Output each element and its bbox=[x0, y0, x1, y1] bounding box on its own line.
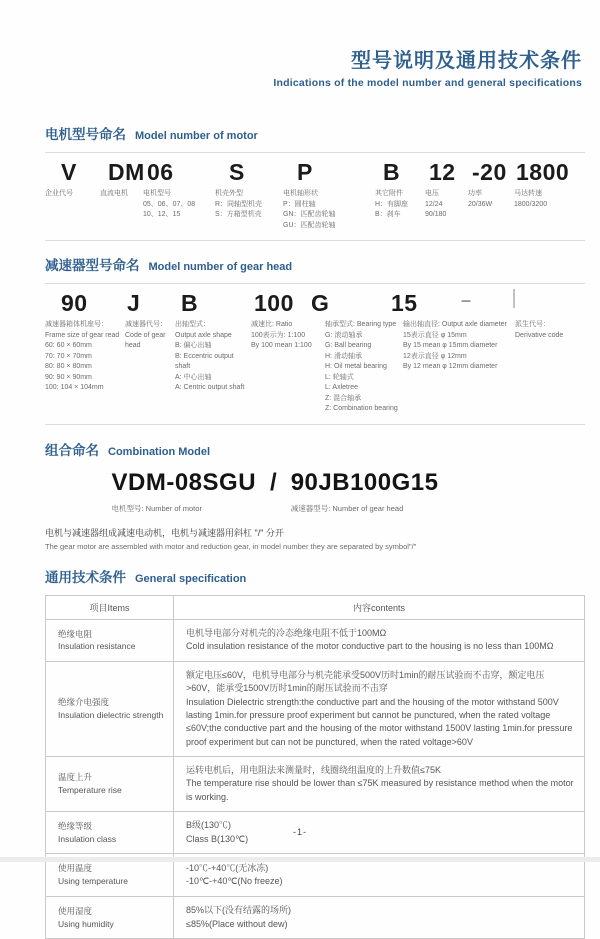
page-title-en: Indications of the model number and general specifications bbox=[0, 77, 582, 89]
gear-desc-bearing: 轴承型式: Bearing type G: 滚动轴承 G: Ball bearing H: 滑动轴承 H: Oil metal bearing L: 轮轴式 L: Axletree Z: 混合轴承 Z: Combination bearing bbox=[325, 320, 403, 415]
footer-band bbox=[0, 857, 600, 862]
motor-code-company: V bbox=[61, 159, 77, 185]
gear-desc-type: 减速器代号： Code of gear head bbox=[125, 320, 175, 352]
motor-code-power: -20 bbox=[472, 159, 507, 185]
combination-motor-model: VDM-08SGU bbox=[112, 469, 257, 497]
gear-code-frame: 90 bbox=[61, 290, 88, 316]
divider bbox=[45, 424, 585, 425]
gear-code-ratio: 100 bbox=[254, 290, 294, 316]
gear-code-diameter: 15 bbox=[391, 290, 418, 316]
gear-heading-en: Model number of gear head bbox=[149, 261, 293, 273]
combination-motor-caption: 电机型号: Number of motor bbox=[112, 503, 257, 514]
combination-note-en: The gear motor are assembled with motor and reduction gear, in model number they are separated by symbol"/" bbox=[45, 542, 600, 551]
spec-content-using-humidity: 85%以下(没有结露的场所) ≤85%(Place without dew) bbox=[174, 896, 585, 939]
combination-motor-part bbox=[112, 469, 257, 514]
table-row bbox=[46, 619, 585, 662]
combination-gear-part bbox=[291, 469, 439, 514]
motor-desc-shaft: 电机轴形状 P：圆柱轴 GN：匹配齿轮轴 GU：匹配齿轮轴 bbox=[283, 189, 375, 231]
gear-section-heading bbox=[0, 254, 600, 274]
motor-desc-accessory: 其它附件 H：有脚座 B：刹车 bbox=[375, 189, 425, 221]
gear-code-dash: – bbox=[461, 290, 471, 310]
gear-code-type: J bbox=[127, 290, 140, 316]
motor-code-shaft: P bbox=[297, 159, 313, 185]
spec-col-contents: 内容contents bbox=[174, 595, 585, 619]
motor-desc-company: 企业代号 bbox=[45, 189, 100, 200]
motor-desc-speed: 马达转速 1800/3200 bbox=[514, 189, 551, 210]
motor-desc-power: 功率 20/36W bbox=[468, 189, 514, 210]
motor-heading-en: Model number of motor bbox=[135, 130, 258, 142]
combination-section-heading bbox=[0, 439, 600, 459]
combination-heading-cn: 组合命名 bbox=[45, 439, 99, 459]
spec-item-using-temperature: 使用温度 Using temperature bbox=[46, 854, 174, 897]
spec-item-insulation-resistance: 绝缘电阻 Insulation resistance bbox=[46, 619, 174, 662]
spec-table bbox=[45, 595, 585, 939]
combination-model-block bbox=[55, 469, 495, 514]
motor-desc-voltage: 电压 12/24 90/180 bbox=[425, 189, 468, 221]
spec-header-row bbox=[46, 595, 585, 619]
gear-desc-derivative: 派生代号： Derivative code bbox=[515, 320, 567, 341]
spec-item-insulation-class: 绝缘等级 Insulation class bbox=[46, 811, 174, 854]
gear-heading-cn: 减速器型号命名 bbox=[45, 254, 140, 274]
table-row bbox=[46, 662, 585, 757]
motor-heading-cn: 电机型号命名 bbox=[45, 123, 126, 143]
spec-col-items: 项目Items bbox=[46, 595, 174, 619]
combination-notes bbox=[0, 526, 600, 551]
motor-code-voltage: 12 bbox=[429, 159, 456, 185]
spec-item-using-humidity: 使用湿度 Using humidity bbox=[46, 896, 174, 939]
combination-note-cn: 电机与减速器组成减速电动机，电机与减速器用斜杠 "/" 分开 bbox=[45, 526, 600, 539]
spec-item-temperature-rise: 温度上升 Temperature rise bbox=[46, 756, 174, 811]
gear-code-bearing: G bbox=[311, 290, 329, 316]
gear-code-row bbox=[0, 290, 600, 317]
spec-item-dielectric-strength: 绝缘介电强度 Insulation dielectric strength bbox=[46, 662, 174, 757]
motor-section-heading bbox=[0, 123, 600, 143]
page-header bbox=[0, 44, 600, 89]
combination-separator: / bbox=[270, 469, 277, 497]
divider bbox=[45, 240, 585, 241]
gear-desc-frame: 减速器箱体机座号： Frame size of gear read 60: 60 × 60mm 70: 70 × 70mm 80: 80 × 80mm 90: 90 × 90mm 100: 104 × 104mm bbox=[45, 320, 125, 394]
motor-desc-row bbox=[0, 189, 600, 231]
gear-code-axle-shape: B bbox=[181, 290, 198, 316]
spec-content-dielectric-strength: 额定电压≤60V，电机导电部分与机壳能承受500V历时1min的耐压试验而不击穿，额定电压>60V，能承受1500V历时1min的耐压试验而不击穿 Insulation Dielectric strength:the conductive part and the housing of the motor withstand 500V lasting 1min.for pressure proof experiment but cannot be punctured, when the rated voltage ≤60V;the conductive part and the housing of the motor withstand 1500V lasting 1min.for pressure proof experiment but can not be punctured, when the rated voltage>60V bbox=[174, 662, 585, 757]
motor-code-type: DM bbox=[108, 159, 145, 185]
spec-heading-en: General specification bbox=[135, 573, 246, 585]
derivative-code-box bbox=[513, 289, 515, 308]
page-title-cn: 型号说明及通用技术条件 bbox=[0, 44, 582, 73]
gear-desc-row bbox=[0, 320, 600, 415]
page-number: -1- bbox=[0, 827, 600, 837]
spec-content-using-temperature: -10℃-+40℃(无冰冻) -10℃-+40℃(No freeze) bbox=[174, 854, 585, 897]
spec-section-heading bbox=[0, 566, 600, 586]
motor-desc-model: 电机型号 05、06、07、08 10、12、15 bbox=[143, 189, 215, 221]
motor-desc-housing: 机壳外型 R：同轴型机壳 S：方箱型机壳 bbox=[215, 189, 283, 221]
motor-desc-type: 直流电机 bbox=[100, 189, 143, 200]
spec-content-insulation-class: B级(130℃) Class B(130℃) bbox=[174, 811, 585, 854]
divider bbox=[45, 283, 585, 284]
gear-desc-axle-shape: 出轴型式： Output axle shape B: 偏心出轴 B: Eccentric output shaft A: 中心出轴 A: Centric output shaft bbox=[175, 320, 251, 394]
spec-heading-cn: 通用技术条件 bbox=[45, 566, 126, 586]
divider bbox=[45, 152, 585, 153]
motor-code-accessory: B bbox=[383, 159, 400, 185]
motor-code-housing: S bbox=[229, 159, 245, 185]
spec-content-temperature-rise: 运转电机后，用电阻法来测量时，线圈绕组温度的上升数值≤75K The temperature rise should be lower than ≤75K measured by resistance method when the motor is working. bbox=[174, 756, 585, 811]
gear-desc-ratio: 减速比: Ratio 100表示为: 1:100 By 100 mean 1:100 bbox=[251, 320, 325, 352]
combination-gear-caption: 减速器型号: Number of gear head bbox=[291, 503, 439, 514]
motor-code-speed: 1800 bbox=[516, 159, 569, 185]
motor-code-model: 06 bbox=[147, 159, 174, 185]
motor-code-row bbox=[0, 159, 600, 186]
combination-heading-en: Combination Model bbox=[108, 446, 210, 458]
spec-content-insulation-resistance: 电机导电部分对机壳的冷态绝缘电阻不低于100MΩ Cold insulation resistance of the motor conductive part to the housing is no less than 100MΩ bbox=[174, 619, 585, 662]
gear-desc-diameter: 输出轴直径: Output axle diameter 15表示直径 φ 15mm By 15 mean φ 15mm diameter 12表示直径 φ 12mm By 12 mean φ 12mm diameter bbox=[403, 320, 515, 373]
table-row bbox=[46, 896, 585, 939]
table-row bbox=[46, 756, 585, 811]
combination-gear-model: 90JB100G15 bbox=[291, 469, 439, 497]
